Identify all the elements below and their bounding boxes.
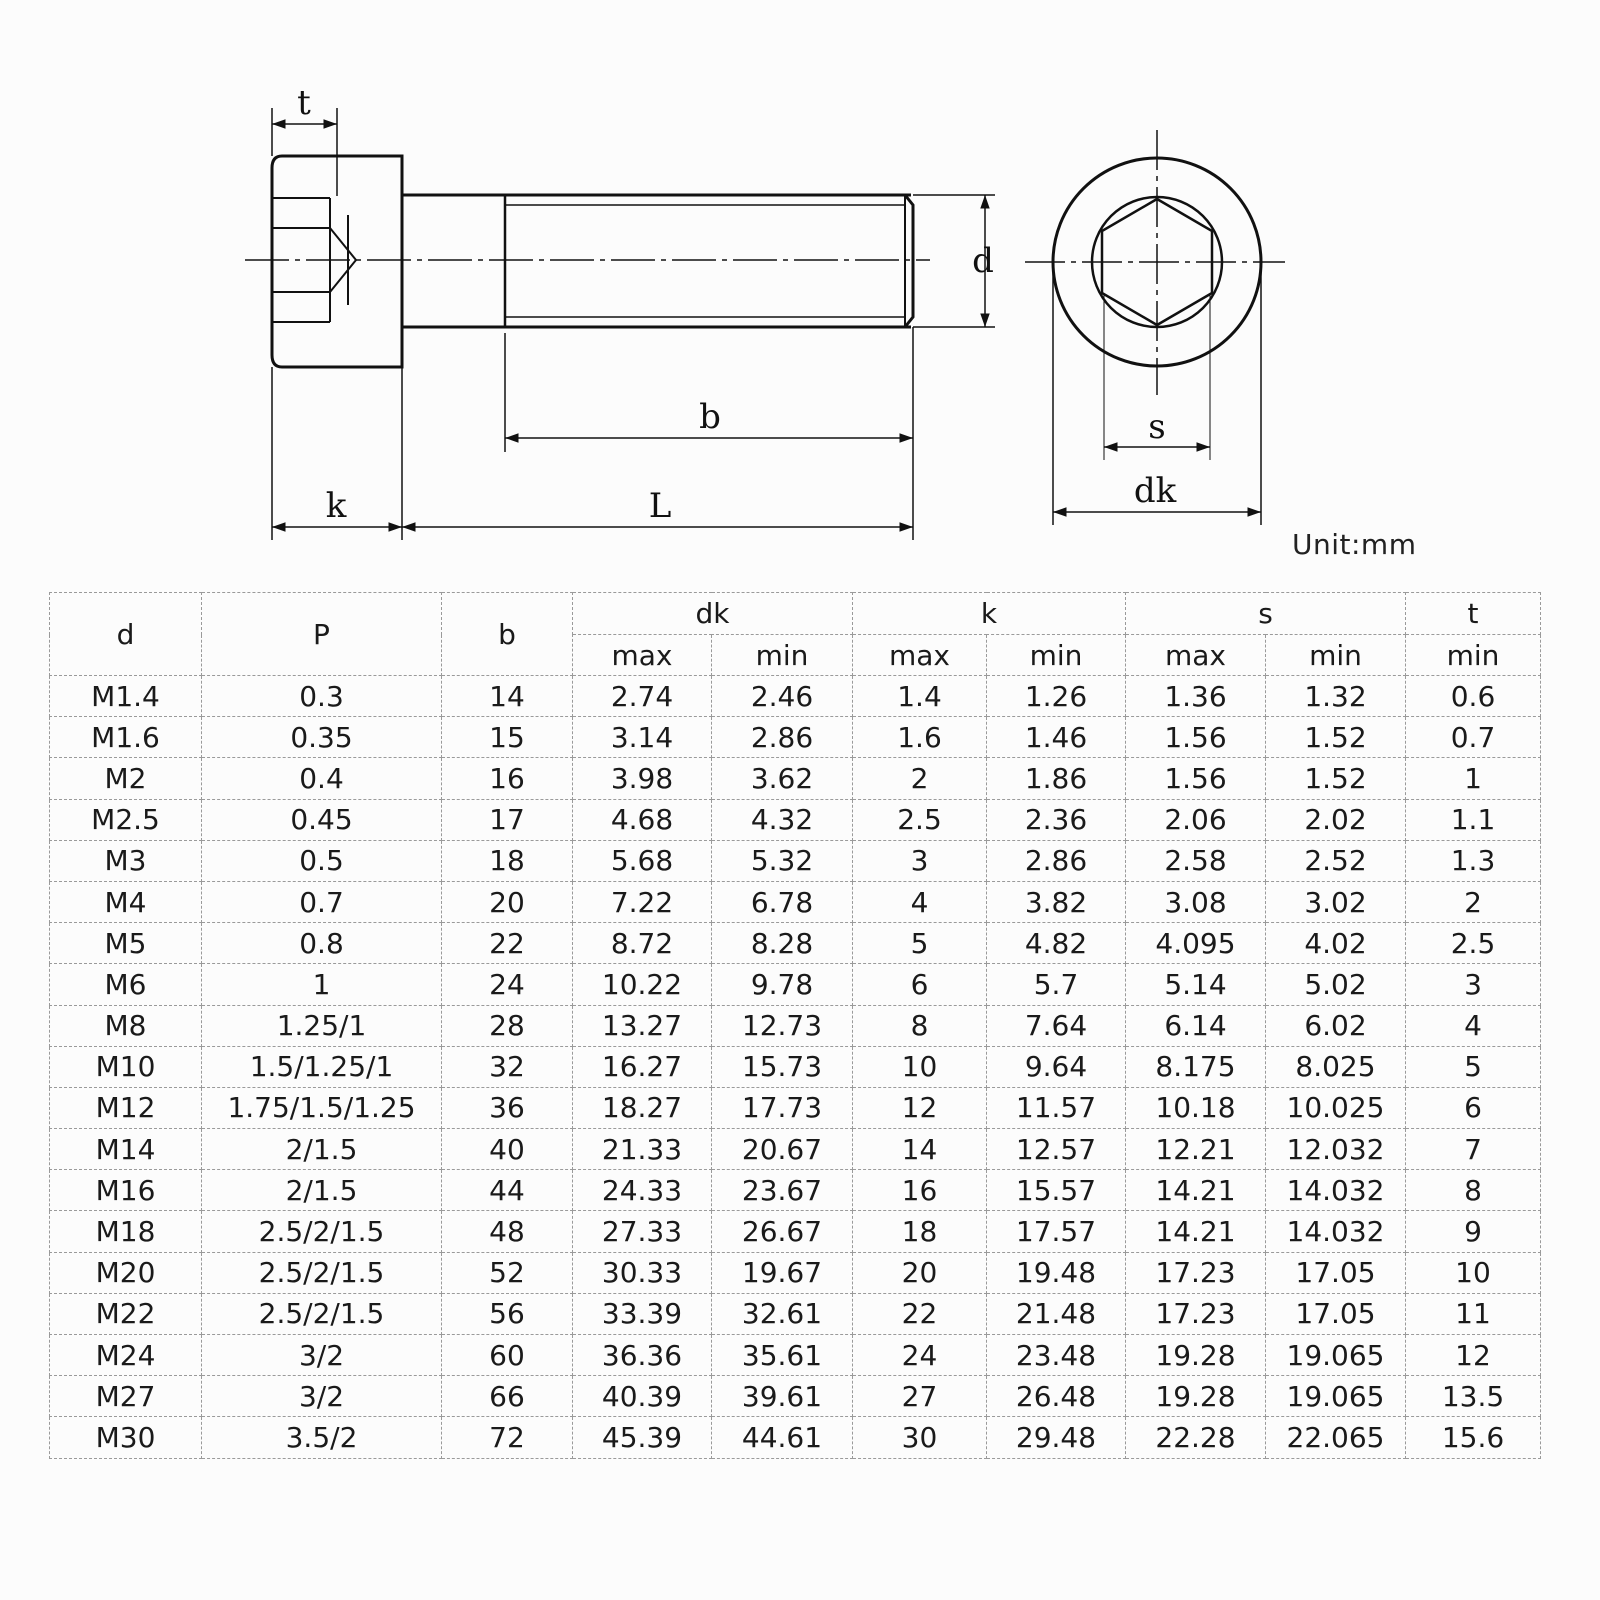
cell-s-max: 1.56 xyxy=(1126,758,1266,799)
header-dk-min: min xyxy=(712,635,853,676)
cell-k-max: 1.6 xyxy=(853,717,987,758)
table-row xyxy=(50,1376,1541,1417)
table-body xyxy=(50,676,1541,1459)
cell-b: 16 xyxy=(442,758,573,799)
bolt-side-view xyxy=(245,156,930,367)
cell-k-max: 30 xyxy=(853,1417,987,1458)
header-s: s xyxy=(1126,593,1406,635)
cell-b: 60 xyxy=(442,1335,573,1376)
cell-P: 0.4 xyxy=(202,758,442,799)
cell-dk-min: 44.61 xyxy=(712,1417,853,1458)
cell-s-min: 22.065 xyxy=(1266,1417,1406,1458)
cell-t-min: 12 xyxy=(1406,1335,1541,1376)
cell-k-min: 17.57 xyxy=(987,1211,1126,1252)
table-row xyxy=(50,840,1541,881)
cell-dk-min: 4.32 xyxy=(712,799,853,840)
dimension-lines xyxy=(272,108,995,540)
header-k-max: max xyxy=(853,635,987,676)
cell-k-max: 10 xyxy=(853,1046,987,1087)
cell-b: 56 xyxy=(442,1293,573,1334)
cell-s-max: 17.23 xyxy=(1126,1293,1266,1334)
table-row xyxy=(50,1046,1541,1087)
cell-k-max: 27 xyxy=(853,1376,987,1417)
bolt-technical-drawing xyxy=(0,0,1600,580)
cell-b: 48 xyxy=(442,1211,573,1252)
unit-label: Unit:mm xyxy=(1292,528,1417,561)
cell-P: 2/1.5 xyxy=(202,1129,442,1170)
cell-s-min: 2.02 xyxy=(1266,799,1406,840)
cell-b: 22 xyxy=(442,923,573,964)
cell-d: M3 xyxy=(50,840,202,881)
cell-t-min: 6 xyxy=(1406,1087,1541,1128)
header-P: P xyxy=(202,593,442,676)
cell-b: 52 xyxy=(442,1252,573,1293)
cell-d: M4 xyxy=(50,881,202,922)
table-row xyxy=(50,1252,1541,1293)
header-row-1 xyxy=(50,593,1541,635)
cell-dk-max: 10.22 xyxy=(573,964,712,1005)
cell-s-max: 2.06 xyxy=(1126,799,1266,840)
cell-d: M27 xyxy=(50,1376,202,1417)
table-row xyxy=(50,1087,1541,1128)
dimension-spec-table xyxy=(49,592,1541,1459)
cell-dk-max: 45.39 xyxy=(573,1417,712,1458)
table-row xyxy=(50,1170,1541,1211)
cell-k-max: 6 xyxy=(853,964,987,1005)
label-L: L xyxy=(648,486,672,526)
cell-dk-min: 3.62 xyxy=(712,758,853,799)
cell-dk-min: 23.67 xyxy=(712,1170,853,1211)
table-row xyxy=(50,758,1541,799)
cell-dk-min: 8.28 xyxy=(712,923,853,964)
cell-s-min: 2.52 xyxy=(1266,840,1406,881)
cell-k-min: 5.7 xyxy=(987,964,1126,1005)
cell-d: M20 xyxy=(50,1252,202,1293)
cell-t-min: 8 xyxy=(1406,1170,1541,1211)
cell-d: M6 xyxy=(50,964,202,1005)
cell-dk-min: 19.67 xyxy=(712,1252,853,1293)
cell-dk-min: 9.78 xyxy=(712,964,853,1005)
bolt-end-view xyxy=(1025,130,1285,525)
cell-P: 1 xyxy=(202,964,442,1005)
table-row xyxy=(50,1293,1541,1334)
cell-P: 1.25/1 xyxy=(202,1005,442,1046)
cell-s-min: 1.52 xyxy=(1266,717,1406,758)
cell-t-min: 1.1 xyxy=(1406,799,1541,840)
cell-dk-max: 2.74 xyxy=(573,676,712,717)
cell-k-min: 29.48 xyxy=(987,1417,1126,1458)
cell-b: 17 xyxy=(442,799,573,840)
cell-k-max: 5 xyxy=(853,923,987,964)
cell-dk-min: 6.78 xyxy=(712,881,853,922)
cell-k-max: 8 xyxy=(853,1005,987,1046)
cell-k-max: 2 xyxy=(853,758,987,799)
cell-s-max: 3.08 xyxy=(1126,881,1266,922)
header-b: b xyxy=(442,593,573,676)
cell-s-max: 19.28 xyxy=(1126,1335,1266,1376)
cell-k-min: 15.57 xyxy=(987,1170,1126,1211)
cell-k-min: 19.48 xyxy=(987,1252,1126,1293)
table-row xyxy=(50,1211,1541,1252)
cell-b: 28 xyxy=(442,1005,573,1046)
cell-k-min: 21.48 xyxy=(987,1293,1126,1334)
cell-d: M2 xyxy=(50,758,202,799)
cell-s-min: 17.05 xyxy=(1266,1252,1406,1293)
cell-dk-min: 39.61 xyxy=(712,1376,853,1417)
cell-dk-max: 30.33 xyxy=(573,1252,712,1293)
cell-P: 1.75/1.5/1.25 xyxy=(202,1087,442,1128)
cell-t-min: 2.5 xyxy=(1406,923,1541,964)
cell-b: 36 xyxy=(442,1087,573,1128)
cell-dk-max: 3.98 xyxy=(573,758,712,799)
cell-dk-max: 33.39 xyxy=(573,1293,712,1334)
cell-b: 32 xyxy=(442,1046,573,1087)
cell-dk-min: 12.73 xyxy=(712,1005,853,1046)
cell-k-min: 1.86 xyxy=(987,758,1126,799)
cell-d: M16 xyxy=(50,1170,202,1211)
cell-b: 72 xyxy=(442,1417,573,1458)
cell-dk-max: 8.72 xyxy=(573,923,712,964)
cell-t-min: 0.6 xyxy=(1406,676,1541,717)
cell-s-max: 2.58 xyxy=(1126,840,1266,881)
cell-dk-max: 18.27 xyxy=(573,1087,712,1128)
cell-d: M10 xyxy=(50,1046,202,1087)
cell-s-min: 14.032 xyxy=(1266,1170,1406,1211)
cell-dk-max: 40.39 xyxy=(573,1376,712,1417)
table-row xyxy=(50,964,1541,1005)
cell-k-max: 4 xyxy=(853,881,987,922)
cell-P: 1.5/1.25/1 xyxy=(202,1046,442,1087)
table-row xyxy=(50,1335,1541,1376)
cell-k-min: 2.86 xyxy=(987,840,1126,881)
cell-dk-max: 7.22 xyxy=(573,881,712,922)
cell-P: 0.35 xyxy=(202,717,442,758)
cell-s-max: 12.21 xyxy=(1126,1129,1266,1170)
cell-dk-max: 3.14 xyxy=(573,717,712,758)
table-row xyxy=(50,799,1541,840)
cell-dk-max: 27.33 xyxy=(573,1211,712,1252)
table-row xyxy=(50,676,1541,717)
bolt-tip xyxy=(905,195,913,327)
cell-b: 20 xyxy=(442,881,573,922)
cell-s-min: 6.02 xyxy=(1266,1005,1406,1046)
cell-b: 15 xyxy=(442,717,573,758)
cell-dk-max: 4.68 xyxy=(573,799,712,840)
cell-dk-max: 24.33 xyxy=(573,1170,712,1211)
cell-t-min: 15.6 xyxy=(1406,1417,1541,1458)
cell-s-max: 4.095 xyxy=(1126,923,1266,964)
cell-t-min: 7 xyxy=(1406,1129,1541,1170)
table-row xyxy=(50,717,1541,758)
cell-b: 18 xyxy=(442,840,573,881)
cell-d: M14 xyxy=(50,1129,202,1170)
cell-s-max: 22.28 xyxy=(1126,1417,1266,1458)
cell-k-min: 4.82 xyxy=(987,923,1126,964)
header-s-min: min xyxy=(1266,635,1406,676)
header-s-max: max xyxy=(1126,635,1266,676)
cell-s-max: 19.28 xyxy=(1126,1376,1266,1417)
cell-P: 3.5/2 xyxy=(202,1417,442,1458)
cell-dk-min: 20.67 xyxy=(712,1129,853,1170)
cell-dk-max: 21.33 xyxy=(573,1129,712,1170)
cell-s-max: 1.56 xyxy=(1126,717,1266,758)
cell-P: 2/1.5 xyxy=(202,1170,442,1211)
cell-s-max: 1.36 xyxy=(1126,676,1266,717)
cell-t-min: 0.7 xyxy=(1406,717,1541,758)
cell-k-max: 22 xyxy=(853,1293,987,1334)
cell-s-min: 4.02 xyxy=(1266,923,1406,964)
cell-P: 2.5/2/1.5 xyxy=(202,1211,442,1252)
cell-P: 0.8 xyxy=(202,923,442,964)
cell-P: 2.5/2/1.5 xyxy=(202,1293,442,1334)
cell-P: 0.7 xyxy=(202,881,442,922)
cell-d: M24 xyxy=(50,1335,202,1376)
cell-s-max: 17.23 xyxy=(1126,1252,1266,1293)
cell-s-max: 5.14 xyxy=(1126,964,1266,1005)
header-dk-max: max xyxy=(573,635,712,676)
cell-d: M30 xyxy=(50,1417,202,1458)
cell-d: M1.6 xyxy=(50,717,202,758)
cell-k-max: 20 xyxy=(853,1252,987,1293)
cell-dk-max: 5.68 xyxy=(573,840,712,881)
cell-P: 0.3 xyxy=(202,676,442,717)
cell-b: 66 xyxy=(442,1376,573,1417)
cell-k-min: 1.26 xyxy=(987,676,1126,717)
cell-d: M12 xyxy=(50,1087,202,1128)
cell-dk-min: 26.67 xyxy=(712,1211,853,1252)
cell-k-max: 18 xyxy=(853,1211,987,1252)
table-row xyxy=(50,881,1541,922)
cell-k-max: 1.4 xyxy=(853,676,987,717)
cell-s-min: 8.025 xyxy=(1266,1046,1406,1087)
cell-dk-min: 15.73 xyxy=(712,1046,853,1087)
cell-t-min: 4 xyxy=(1406,1005,1541,1046)
cell-k-min: 2.36 xyxy=(987,799,1126,840)
cell-d: M5 xyxy=(50,923,202,964)
cell-dk-max: 13.27 xyxy=(573,1005,712,1046)
cell-dk-min: 5.32 xyxy=(712,840,853,881)
cell-dk-min: 17.73 xyxy=(712,1087,853,1128)
cell-k-max: 16 xyxy=(853,1170,987,1211)
table-row xyxy=(50,1417,1541,1458)
cell-b: 24 xyxy=(442,964,573,1005)
cell-t-min: 5 xyxy=(1406,1046,1541,1087)
cell-s-max: 14.21 xyxy=(1126,1211,1266,1252)
cell-P: 0.5 xyxy=(202,840,442,881)
cell-t-min: 9 xyxy=(1406,1211,1541,1252)
cell-P: 0.45 xyxy=(202,799,442,840)
table-row xyxy=(50,923,1541,964)
header-d: d xyxy=(50,593,202,676)
cell-s-max: 8.175 xyxy=(1126,1046,1266,1087)
header-dk: dk xyxy=(573,593,853,635)
cell-k-max: 24 xyxy=(853,1335,987,1376)
cell-d: M2.5 xyxy=(50,799,202,840)
label-k: k xyxy=(325,486,347,526)
cell-k-min: 11.57 xyxy=(987,1087,1126,1128)
cell-b: 14 xyxy=(442,676,573,717)
label-s: s xyxy=(1148,407,1166,447)
cell-s-min: 10.025 xyxy=(1266,1087,1406,1128)
cell-s-min: 19.065 xyxy=(1266,1376,1406,1417)
cell-dk-min: 2.86 xyxy=(712,717,853,758)
header-k-min: min xyxy=(987,635,1126,676)
cell-s-min: 17.05 xyxy=(1266,1293,1406,1334)
cell-k-max: 14 xyxy=(853,1129,987,1170)
cell-k-min: 26.48 xyxy=(987,1376,1126,1417)
cell-s-max: 6.14 xyxy=(1126,1005,1266,1046)
table-row xyxy=(50,1129,1541,1170)
cell-s-max: 10.18 xyxy=(1126,1087,1266,1128)
cell-P: 3/2 xyxy=(202,1335,442,1376)
header-k: k xyxy=(853,593,1126,635)
cell-d: M22 xyxy=(50,1293,202,1334)
label-dk: dk xyxy=(1133,471,1177,511)
table-row xyxy=(50,1005,1541,1046)
header-t: t xyxy=(1406,593,1541,635)
cell-t-min: 1.3 xyxy=(1406,840,1541,881)
cell-k-max: 2.5 xyxy=(853,799,987,840)
cell-dk-max: 16.27 xyxy=(573,1046,712,1087)
cell-k-min: 3.82 xyxy=(987,881,1126,922)
cell-s-min: 5.02 xyxy=(1266,964,1406,1005)
cell-P: 2.5/2/1.5 xyxy=(202,1252,442,1293)
cell-t-min: 3 xyxy=(1406,964,1541,1005)
cell-dk-min: 2.46 xyxy=(712,676,853,717)
cell-k-min: 1.46 xyxy=(987,717,1126,758)
cell-t-min: 2 xyxy=(1406,881,1541,922)
cell-d: M8 xyxy=(50,1005,202,1046)
cell-t-min: 11 xyxy=(1406,1293,1541,1334)
cell-d: M18 xyxy=(50,1211,202,1252)
cell-dk-max: 36.36 xyxy=(573,1335,712,1376)
cell-d: M1.4 xyxy=(50,676,202,717)
cell-s-min: 1.52 xyxy=(1266,758,1406,799)
cell-dk-min: 35.61 xyxy=(712,1335,853,1376)
label-d: d xyxy=(972,241,994,281)
label-b: b xyxy=(699,397,721,437)
cell-k-max: 12 xyxy=(853,1087,987,1128)
cell-s-min: 12.032 xyxy=(1266,1129,1406,1170)
cell-P: 3/2 xyxy=(202,1376,442,1417)
cell-k-min: 7.64 xyxy=(987,1005,1126,1046)
cell-s-max: 14.21 xyxy=(1126,1170,1266,1211)
cell-b: 44 xyxy=(442,1170,573,1211)
cell-t-min: 13.5 xyxy=(1406,1376,1541,1417)
cell-k-min: 12.57 xyxy=(987,1129,1126,1170)
cell-t-min: 10 xyxy=(1406,1252,1541,1293)
cell-b: 40 xyxy=(442,1129,573,1170)
cell-k-min: 9.64 xyxy=(987,1046,1126,1087)
label-t: t xyxy=(297,83,311,123)
cell-s-min: 1.32 xyxy=(1266,676,1406,717)
cell-s-min: 14.032 xyxy=(1266,1211,1406,1252)
header-t-min: min xyxy=(1406,635,1541,676)
cell-k-min: 23.48 xyxy=(987,1335,1126,1376)
cell-dk-min: 32.61 xyxy=(712,1293,853,1334)
cell-s-min: 3.02 xyxy=(1266,881,1406,922)
cell-s-min: 19.065 xyxy=(1266,1335,1406,1376)
cell-k-max: 3 xyxy=(853,840,987,881)
cell-t-min: 1 xyxy=(1406,758,1541,799)
